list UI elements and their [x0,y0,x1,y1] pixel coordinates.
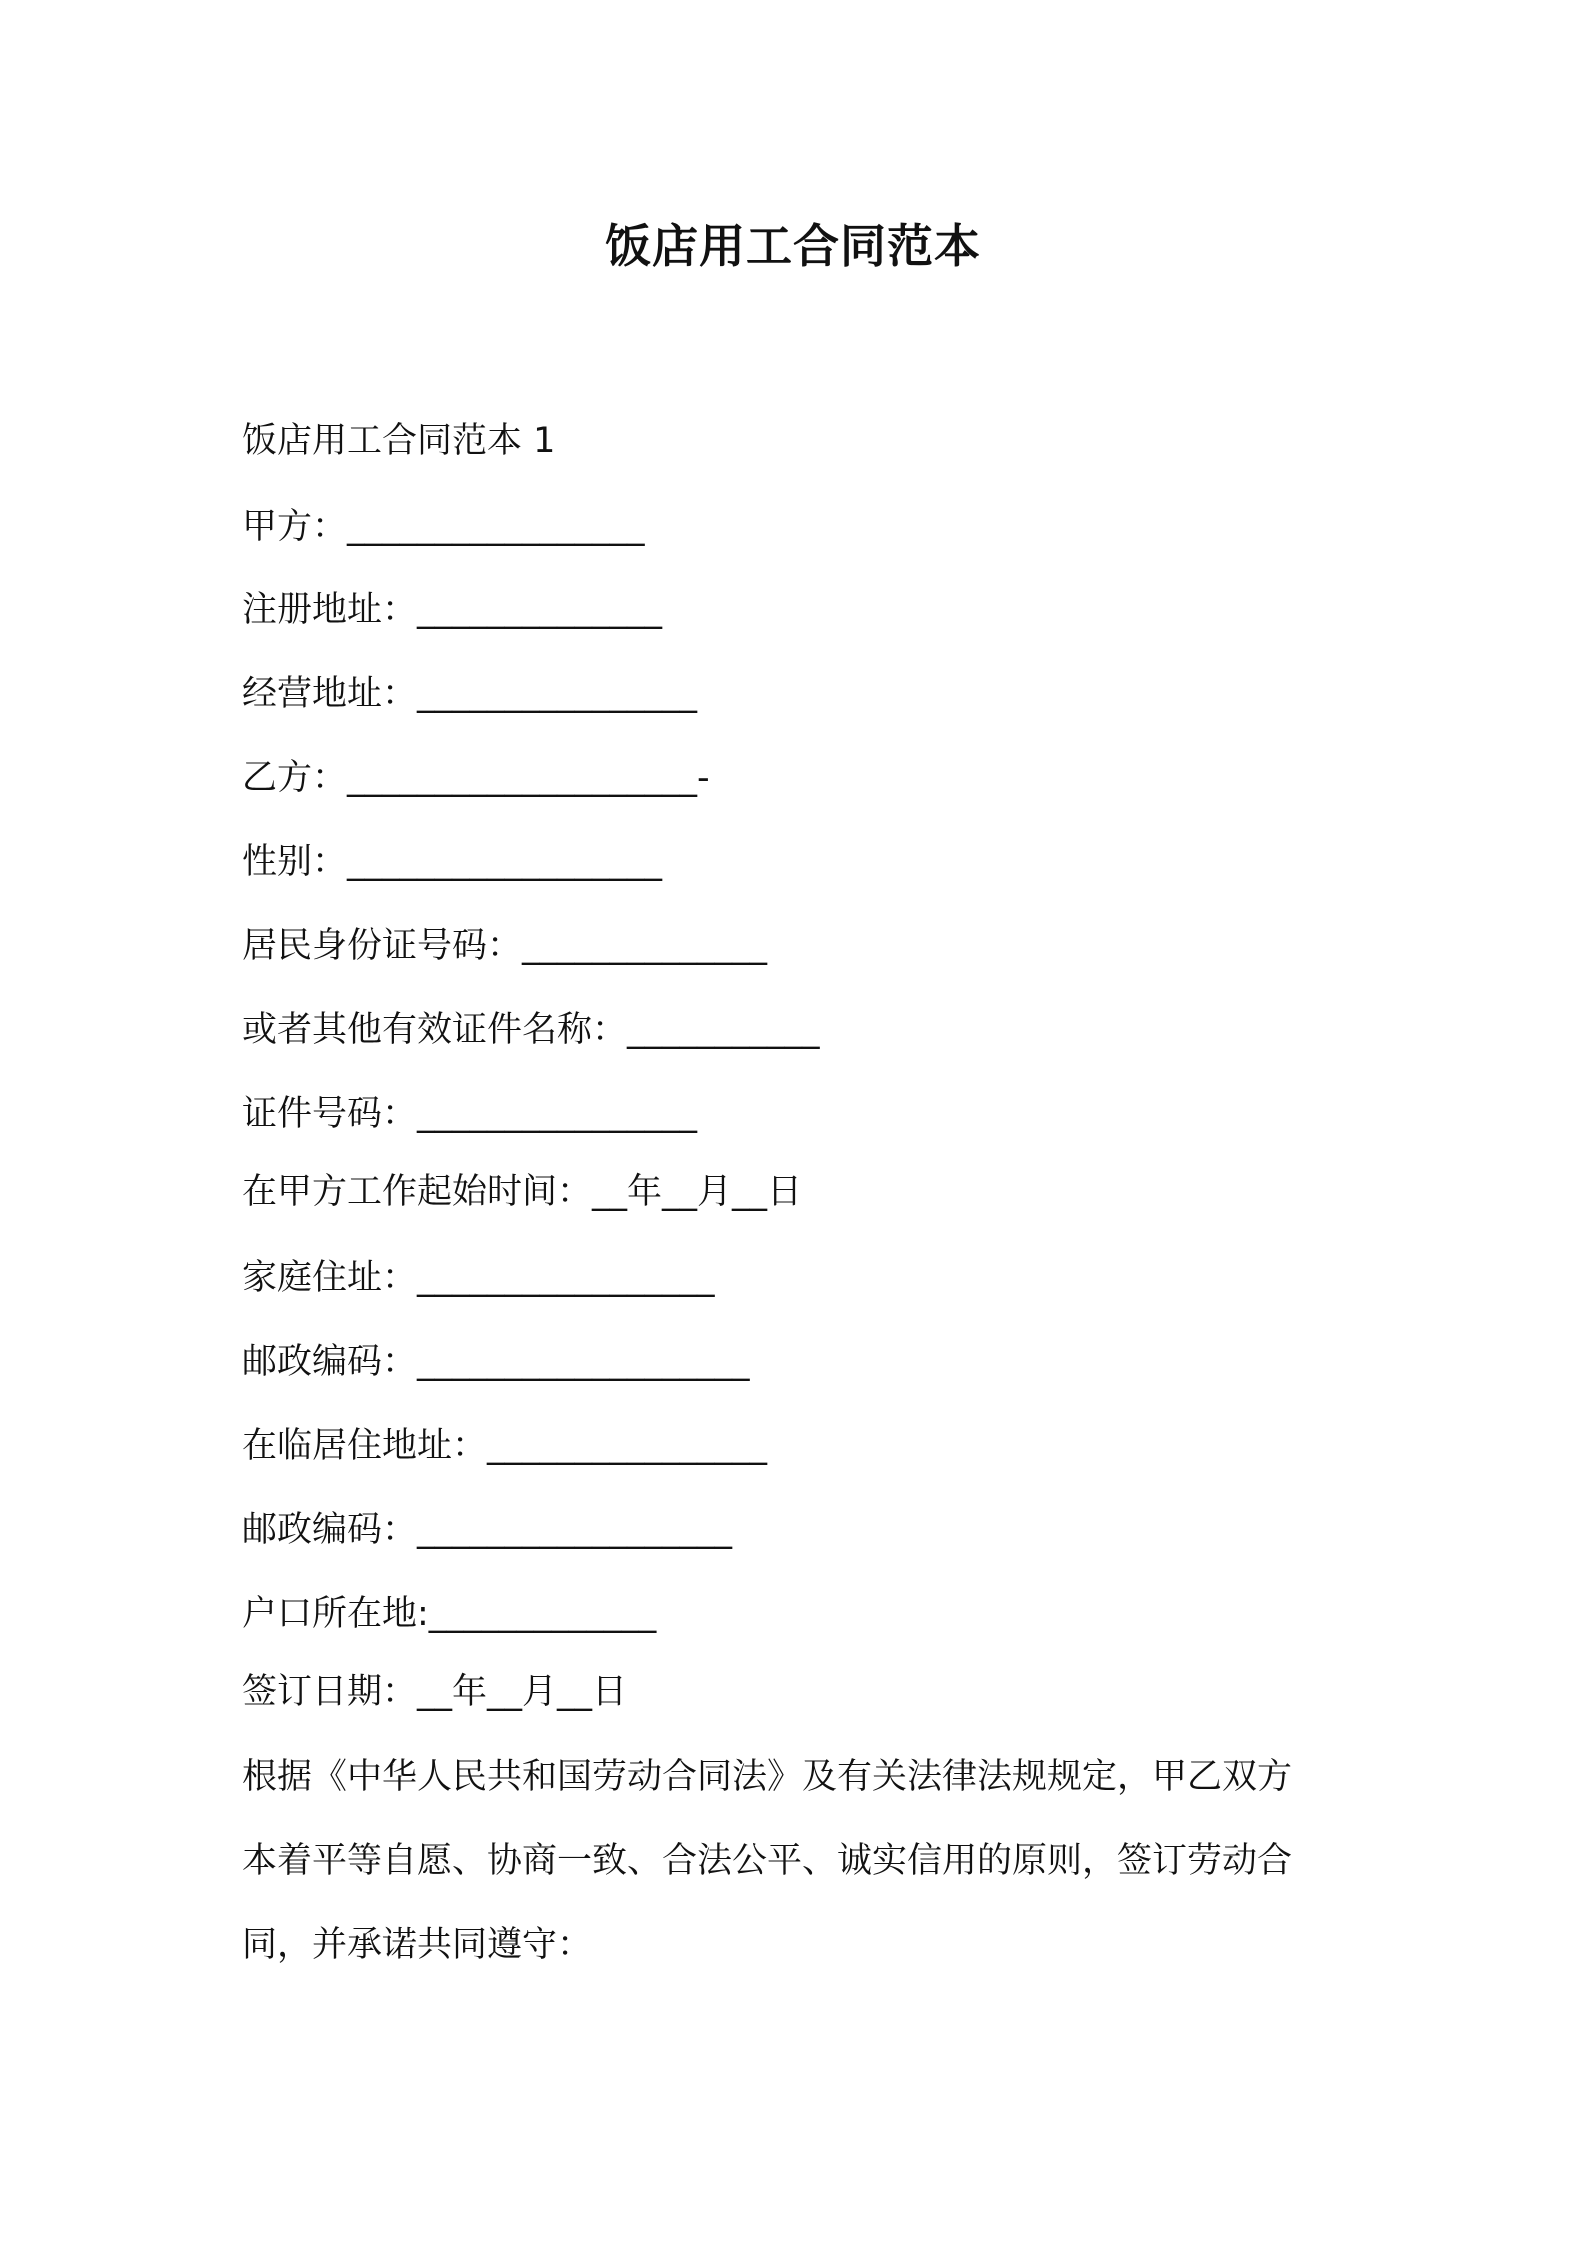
field-id-doc-number: 证件号码：________________ [242,1094,698,1134]
field-home-address: 家庭住址：_________________ [242,1258,715,1298]
field-id-number: 居民身份证号码：______________ [242,926,768,966]
field-postal-code-temp: 邮政编码：__________________ [242,1510,733,1550]
section-heading: 饭店用工合同范本 1 [242,421,556,461]
field-signing-date: 签订日期：__年__月__日 [242,1672,628,1712]
field-business-address: 经营地址：________________ [242,674,698,714]
field-start-date: 在甲方工作起始时间：__年__月__日 [242,1172,803,1212]
field-registered-address: 注册地址：______________ [242,590,663,630]
field-temp-address: 在临居住地址：________________ [242,1426,768,1466]
field-party-a: 甲方：_________________ [242,507,645,547]
intro-paragraph-line: 本着平等自愿、协商一致、合法公平、诚实信用的原则，签订劳动合 [242,1841,1293,1881]
field-gender: 性别：__________________ [242,842,663,882]
field-household-registration: 户口所在地:_____________ [242,1594,657,1634]
field-postal-code-home: 邮政编码：___________________ [242,1342,750,1382]
field-other-id-name: 或者其他有效证件名称：___________ [242,1010,820,1050]
document-title: 饭店用工合同范本 [605,219,981,273]
field-party-b: 乙方：____________________- [242,758,710,798]
intro-paragraph-line: 同，并承诺共同遵守： [242,1925,593,1965]
intro-paragraph-line: 根据《中华人民共和国劳动合同法》及有关法律法规规定，甲乙双方 [242,1757,1293,1797]
